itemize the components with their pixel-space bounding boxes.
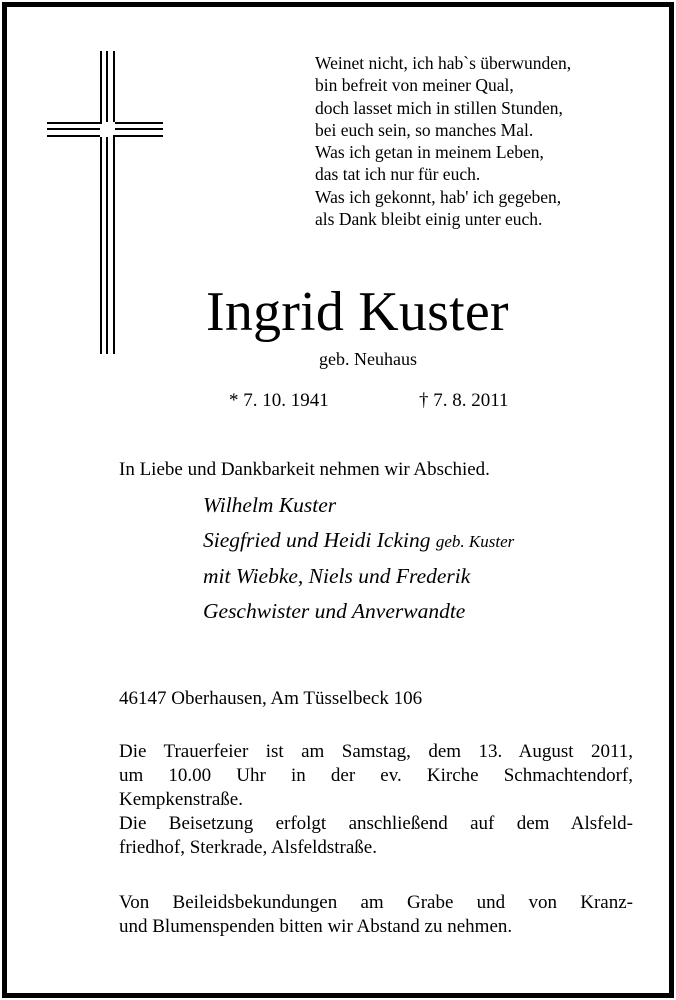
mourner-line	[203, 523, 514, 559]
condolence-note	[119, 891, 633, 939]
poem-line: bin befreit von meiner Qual,	[315, 75, 514, 96]
funeral-info-line: Die Beisetzung erfolgt anschließend auf dem Alsfeld-	[119, 813, 633, 834]
farewell-text: In Liebe und Dankbarkeit nehmen wir Abschied.	[119, 459, 490, 480]
deceased-name: Ingrid Kuster	[206, 281, 509, 343]
poem-line: Weinet nicht, ich hab`s überwunden,	[315, 53, 572, 73]
maiden-name: geb. Neuhaus	[319, 349, 417, 369]
funeral-info-line: Kempkenstraße.	[119, 789, 243, 810]
mourner-maiden-name: geb. Kuster	[435, 532, 515, 551]
death-date: † 7. 8. 2011	[419, 390, 509, 411]
birth-date: * 7. 10. 1941	[229, 390, 329, 411]
funeral-info-line: um 10.00 Uhr in der ev. Kirche Schmachtendorf,	[119, 765, 633, 786]
poem-line: als Dank bleibt einig unter euch.	[315, 209, 543, 230]
address: 46147 Oberhausen, Am Tüsselbeck 106	[119, 688, 423, 709]
obituary-notice	[2, 2, 674, 998]
mourner-line: Wilhelm Kuster	[203, 493, 337, 517]
poem-line: bei euch sein, so manches Mal.	[315, 119, 534, 140]
poem-line: doch lasset mich in stillen Stunden,	[315, 97, 563, 118]
poem	[315, 52, 655, 230]
mourners-list	[203, 488, 514, 629]
poem-line: das tat ich nur für euch.	[315, 164, 481, 185]
funeral-info-line: Die Trauerfeier ist am Samstag, dem 13. August 2011,	[119, 741, 633, 762]
poem-line: Was ich gekonnt, hab' ich gegeben,	[315, 186, 562, 207]
funeral-info-line: friedhof, Sterkrade, Alsfeldstraße.	[119, 837, 377, 858]
poem-line: Was ich getan in meinem Leben,	[315, 142, 544, 163]
mourner-names: Siegfried und Heidi Icking	[203, 528, 431, 552]
funeral-info	[119, 740, 633, 860]
cross-icon	[7, 7, 207, 367]
mourner-line: Geschwister und Anverwandte	[203, 599, 466, 623]
condolence-line: und Blumenspenden bitten wir Abstand zu nehmen.	[119, 916, 513, 937]
mourner-line: mit Wiebke, Niels und Frederik	[203, 564, 471, 588]
condolence-line: Von Beileidsbekundungen am Grabe und von Kranz-	[119, 892, 633, 913]
